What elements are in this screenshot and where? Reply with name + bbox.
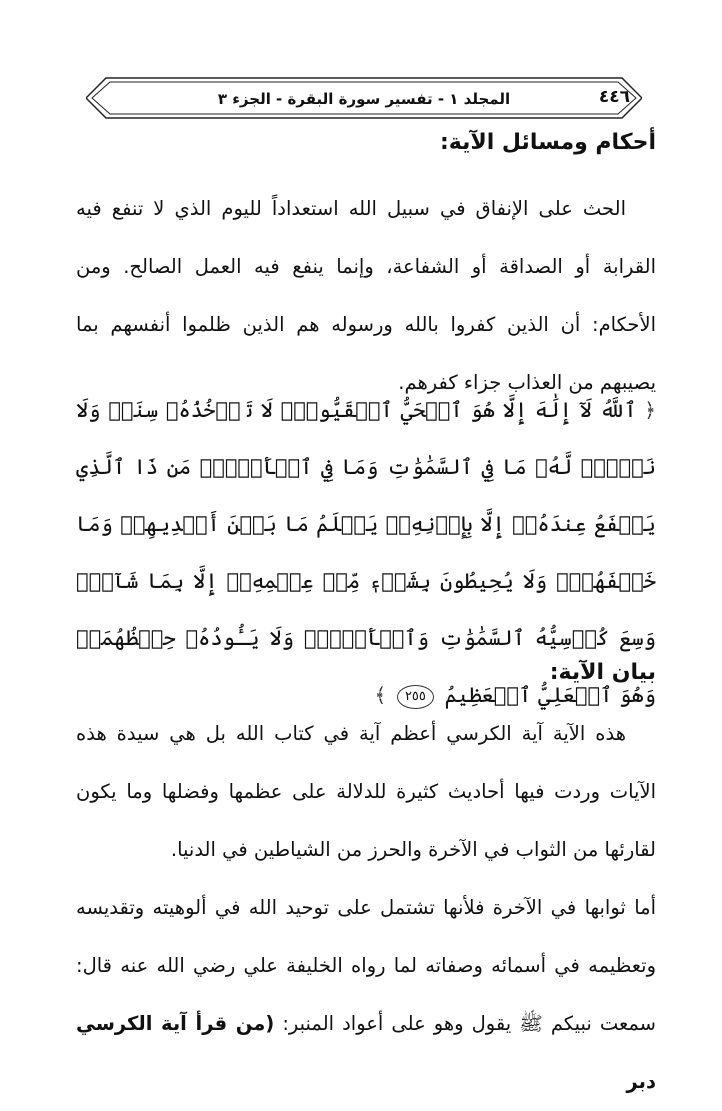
verse-close-ornament: ﴾ xyxy=(374,683,387,707)
rulings-text xyxy=(76,180,656,412)
paragraph: الحث على الإنفاق في سبيل الله استعداداً لليوم الذي لا تنفع فيه القرابة أو الصداقة أو الشفاعة، وإنما ينفع فيه العمل الصالح. ومن الأحكام: أن الذين كفروا بالله ورسوله هم الذين ظلموا أنفسهم بما يصيبهم من العذاب جزاء كفرهم. xyxy=(76,197,656,394)
ayah-number-badge: ٢٥٥ xyxy=(397,685,434,709)
section-rulings xyxy=(76,130,656,155)
explanation-text xyxy=(76,705,656,1111)
header-title: المجلد ١ - تفسير سورة البقرة - الجزء ٣ xyxy=(217,90,511,108)
paragraph: هذه الآية آية الكرسي أعظم آية في كتاب الله بل هي سيدة هذه الآيات وردت فيها أحاديث كثيرة للدلالة على عظمها وفضلها وما يكون لقارئها من الثواب في الآخرة والحرز من الشياطين في الدنيا. xyxy=(76,722,656,861)
verse-text: ٱللَّهُ لَآ إِلَٰهَ إِلَّا هُوَ ٱلۡحَيُّ ٱلۡقَيُّومُۚ لَا تَأۡخُذُهُۥ سِنَةٞ وَلَا نَوۡمٞۚ لَّهُۥ مَا فِي ٱلسَّمَٰوَٰتِ وَمَا فِي ٱلۡأَرۡضِۗ مَن ذَا ٱلَّذِي يَشۡفَعُ عِندَهُۥٓ إِلَّا بِإِذۡنِهِۦۚ يَعۡلَمُ مَا بَيۡنَ أَيۡدِيهِمۡ وَمَا خَلۡفَهُمۡۖ وَلَا يُحِيطُونَ بِشَيۡءٖ مِّنۡ عِلۡمِهِۦٓ إِلَّا بِمَا شَآءَۚ وَسِعَ كُرۡسِيُّهُ ٱلسَّمَٰوَٰتِ وَٱلۡأَرۡضَۖ وَلَا يَـُٔودُهُۥ حِفۡظُهُمَاۚ وَهُوَ ٱلۡعَلِيُّ ٱلۡعَظِيمُ xyxy=(76,398,656,707)
paragraph xyxy=(76,879,656,1111)
section-heading: بيان الآية: xyxy=(549,660,656,685)
running-header xyxy=(86,70,642,122)
hadith-quote: (من قرأ آية الكرسي دبر xyxy=(76,1012,656,1093)
page-number: ٤٤٦ xyxy=(598,87,630,107)
paragraph-text: أما ثوابها في الآخرة فلأنها تشتمل على توحيد الله في ألوهيته وتقديسه وتعظيمه في أسمائه وصفاته لما رواه الخليفة علي رضي الله عنه قال: سمعت نبيكم ﷺ يقول وهو على أعواد المنبر: xyxy=(76,896,656,1035)
section-explanation xyxy=(76,660,656,685)
verse-open-ornament: ﴿ xyxy=(644,398,656,422)
section-heading: أحكام ومسائل الآية: xyxy=(439,130,656,155)
